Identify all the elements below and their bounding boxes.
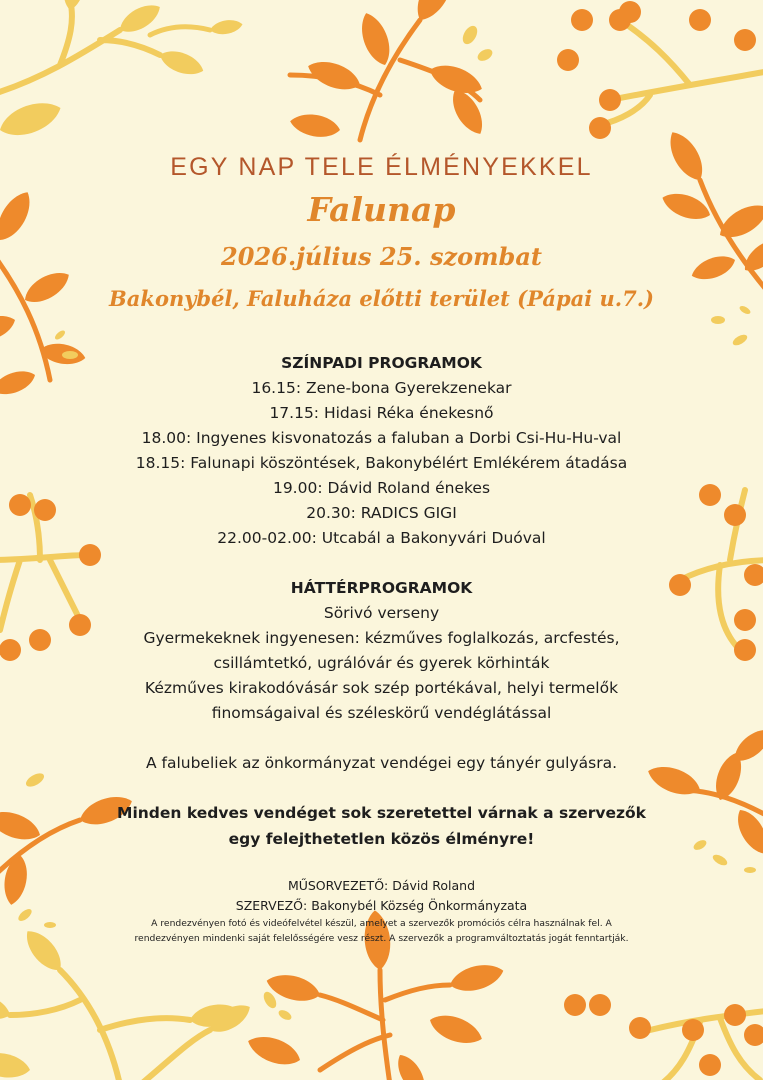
top-right-berries xyxy=(557,1,763,139)
background-program-section xyxy=(0,576,763,726)
stage-program-item: 17.15: Hidasi Réka énekesnő xyxy=(269,404,494,422)
organizer-credit: SZERVEZŐ: Bakonybél Község Önkormányzata xyxy=(235,898,528,913)
background-program-heading: HÁTTÉRPROGRAMOK xyxy=(290,579,473,597)
stage-program-item: 20.30: RADICS GIGI xyxy=(306,504,457,522)
top-center-branch xyxy=(288,0,494,141)
stage-program-item: 18.15: Falunapi köszöntések, Bakonybélért Emlékérem átadása xyxy=(135,454,628,472)
event-venue: Bakonybél, Faluháza előtti terület (Pápai u.7.) xyxy=(109,286,654,311)
stage-program-item: 19.00: Dávid Roland énekes xyxy=(272,479,491,497)
bottom-right-berries xyxy=(564,994,763,1080)
host-credit: MŰSORVEZETŐ: Dávid Roland xyxy=(287,878,476,893)
event-date: 2026.július 25. szombat xyxy=(221,242,542,271)
background-program-item: Sörivó verseny xyxy=(323,604,440,622)
stage-program-item: 18.00: Ingyenes kisvonatozás a faluban a Dorbi Csi-Hu-Hu-val xyxy=(141,429,622,447)
welcome-line-1: Minden kedves vendéget sok szeretettel várnak a szervezők xyxy=(117,804,646,822)
stage-program-section xyxy=(0,351,763,551)
disclaimer-line-1: A rendezvényen fotó és videófelvétel készül, amelyet a szervezők promóciós célra használnak fel. A xyxy=(151,918,612,929)
welcome-line-2: egy felejthetetlen közös élményre! xyxy=(228,830,535,848)
goulash-note: A falubeliek az önkormányzat vendégei egy tányér gulyásra. xyxy=(145,754,618,772)
stage-program-item: 22.00-02.00: Utcabál a Bakonyvári Duóval xyxy=(217,529,546,547)
bottom-left-branch xyxy=(0,924,255,1080)
event-tagline: EGY NAP TELE ÉLMÉNYEKKEL xyxy=(170,153,593,181)
background-program-item: Gyermekeknek ingyenesen: kézműves foglalkozás, arcfestés, xyxy=(143,629,620,647)
disclaimer-line-2: rendezvényen mindenki saját felelősségére vesz részt. A szervezők a programváltoztatás jogát fenntartják. xyxy=(134,933,629,944)
event-title: Falunap xyxy=(307,190,456,229)
stage-program-item: 16.15: Zene-bona Gyerekzenekar xyxy=(251,379,512,397)
stage-program-heading: SZÍNPADI PROGRAMOK xyxy=(281,354,482,372)
background-program-item: Kézműves kirakodóvásár sok szép portékával, helyi termelők xyxy=(144,679,619,697)
background-program-item: finomságaival és széleskörű vendéglátással xyxy=(211,704,552,722)
top-left-branch xyxy=(0,0,244,143)
background-program-item: csillámtetkó, ugrálóvár és gyerek körhinták xyxy=(213,654,550,672)
